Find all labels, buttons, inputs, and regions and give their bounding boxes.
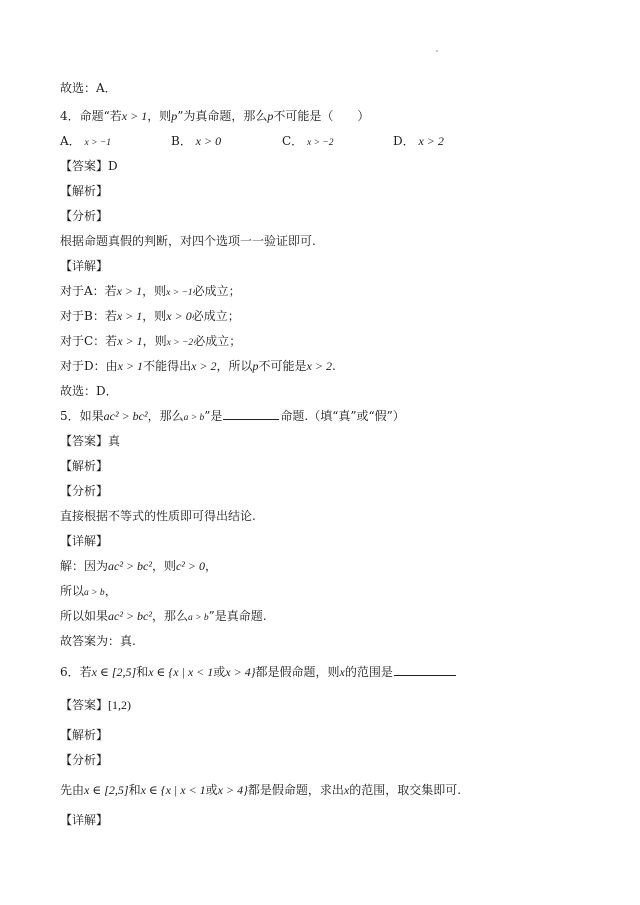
detail-line: 对于B：若x > 1，则x > 0必成立；: [60, 309, 240, 323]
detail-line: 所以a > b，: [60, 584, 117, 598]
analysis-heading: 【解析】: [60, 728, 109, 742]
fenxi-text: 根据命题真假的判断，对四个选项一一验证即可.: [60, 234, 316, 248]
detail-line: 对于D：由x > 1不能得出x > 2，所以p不可能是x > 2.: [60, 359, 336, 373]
detail-heading: 【详解】: [60, 813, 109, 827]
answer-5: 【答案】真: [60, 434, 121, 448]
option-b: B． x > 0: [171, 134, 222, 148]
analysis-heading: 【解析】: [60, 459, 109, 473]
fenxi-heading: 【分析】: [60, 484, 109, 498]
answer-4: 【答案】D: [60, 159, 118, 173]
question-6: 6．若x ∈ [2,5]和x ∈ {x | x < 1或x > 4}都是假命题，则x的范围是: [60, 664, 457, 680]
fenxi-text: 先由x ∈ [2,5]和x ∈ {x | x < 1或x > 4}都是假命题，求出x的范围，取交集即可.: [60, 783, 462, 797]
question-5: 5．如果ac² > bc²，那么a > b”是 命题.（填“真”或“假”）: [60, 409, 405, 423]
detail-line: 解：因为ac² > bc²，则c² > 0，: [60, 559, 218, 573]
detail-line: 所以如果ac² > bc²，那么a > b”是真命题.: [60, 609, 267, 623]
page-mark: [436, 50, 438, 52]
question-4-options: [60, 133, 580, 149]
fenxi-heading: 【分析】: [60, 209, 109, 223]
detail-line: 对于A：若x > 1，则x > −1必成立；: [60, 284, 241, 298]
text-line: 故答案为：真.: [60, 634, 136, 648]
text-line: 故选：D．: [60, 384, 118, 398]
option-c: C． x > −2: [282, 134, 334, 148]
answer-6: 【答案】[1,2): [60, 698, 132, 712]
text-line: 故选：A．: [60, 81, 117, 95]
answer-blank: [223, 408, 279, 420]
analysis-heading: 【解析】: [60, 184, 109, 198]
detail-heading: 【详解】: [60, 259, 109, 273]
detail-line: 对于C：若x > 1，则x > −2必成立；: [60, 334, 242, 348]
question-4: 4．命题“若x > 1，则p”为真命题，那么p不可能是（ ）: [60, 109, 370, 123]
fenxi-text: 直接根据不等式的性质即可得出结论.: [60, 509, 256, 523]
detail-heading: 【详解】: [60, 534, 109, 548]
fenxi-heading: 【分析】: [60, 753, 109, 767]
answer-blank: [394, 664, 456, 676]
option-d: D． x > 2: [393, 134, 444, 148]
option-a: A． x > −1: [60, 134, 112, 148]
